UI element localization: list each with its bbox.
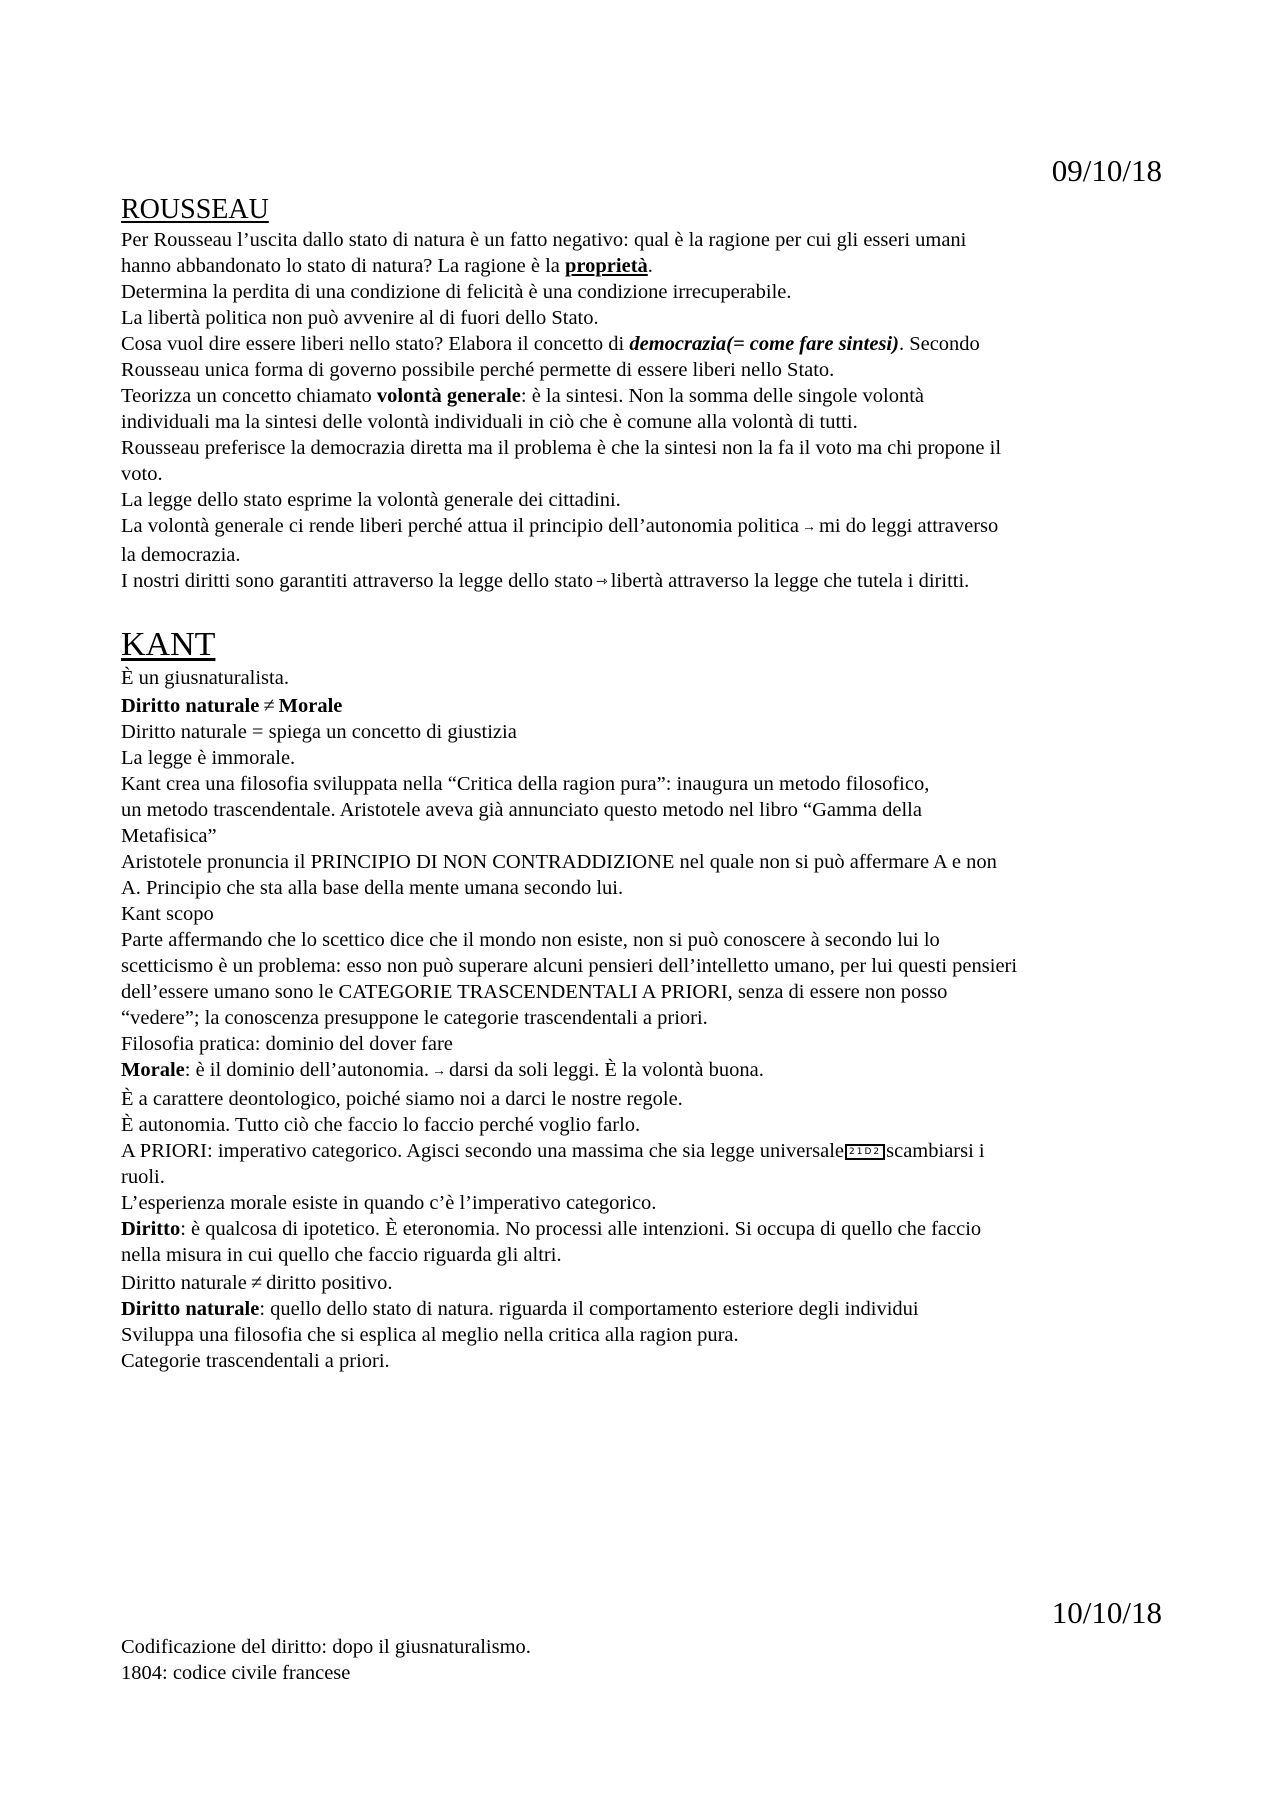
rousseau-line xyxy=(121,568,1161,597)
codificazione-line: Codificazione del diritto: dopo il giusnaturalismo. xyxy=(121,1636,531,1658)
rousseau-line: individuali ma la sintesi delle volontà individuali in ciò che è comune alla volontà di tutti. xyxy=(121,411,858,433)
date-header-1: 09/10/18 xyxy=(1051,153,1162,188)
kant-line: Kant crea una filosofia sviluppata nella “Critica della ragion pura”: inaugura un metodo filosofico, xyxy=(121,773,930,795)
not-equal-icon: ≠ xyxy=(250,1272,263,1294)
missing-glyph-box: 21D2 xyxy=(845,1144,885,1160)
rousseau-line: Rousseau preferisce la democrazia diretta ma il problema è che la sintesi non la fa il voto ma chi propone il xyxy=(121,437,1002,459)
text-span: . Secondo xyxy=(898,333,980,355)
text-span: Teorizza un concetto chiamato xyxy=(121,385,377,407)
kant-line: Kant scopo xyxy=(121,903,214,925)
arrow-icon: → xyxy=(801,520,816,535)
text-span: hanno abbandonato lo stato di natura? La ragione è la xyxy=(121,255,566,277)
codificazione-section xyxy=(121,1634,1161,1686)
text-span: libertà attraverso la legge che tutela i diritti. xyxy=(610,570,970,592)
rousseau-line: la democrazia. xyxy=(121,544,241,566)
kant-line xyxy=(121,1296,1161,1322)
kant-line: dell’essere umano sono le CATEGORIE TRASCENDENTALI A PRIORI, senza di essere non posso xyxy=(121,981,948,1003)
text-span: : è il dominio dell’autonomia. xyxy=(184,1059,429,1081)
arrow-icon: → xyxy=(432,1064,446,1079)
kant-line: La legge è immorale. xyxy=(121,747,296,769)
text-span: La volontà generale ci rende liberi perché attua il principio dell’autonomia politica xyxy=(121,515,799,537)
kant-line xyxy=(121,1138,1161,1164)
rousseau-line: voto. xyxy=(121,463,163,485)
kant-line: “vedere”; la conoscenza presuppone le categorie trascendentali a priori. xyxy=(121,1007,708,1029)
volonta-generale-term: volontà generale xyxy=(376,385,521,407)
kant-line xyxy=(121,1216,1161,1242)
codificazione-line: 1804: codice civile francese xyxy=(121,1662,351,1684)
kant-line: L’esperienza morale esiste in quando c’è l’imperativo categorico. xyxy=(121,1192,657,1214)
kant-line: nella misura in cui quello che faccio riguarda gli altri. xyxy=(121,1244,562,1266)
rousseau-line xyxy=(121,383,1161,409)
text-span: A PRIORI: imperativo categorico. Agisci secondo una massima che sia legge universale xyxy=(121,1140,845,1162)
rousseau-heading: ROUSSEAU xyxy=(121,194,269,225)
kant-heading: KANT xyxy=(121,626,216,663)
text-span: : quello dello stato di natura. riguarda il comportamento esteriore degli individui xyxy=(259,1298,919,1320)
kant-line: Parte affermando che lo scettico dice che il mondo non esiste, non si può conoscere à secondo lui lo xyxy=(121,929,940,951)
kant-line: Sviluppa una filosofia che si esplica al meglio nella critica alla ragion pura. xyxy=(121,1324,739,1346)
proprieta-term: proprietà xyxy=(565,255,648,277)
text-span: diritto positivo. xyxy=(266,1272,393,1294)
not-equal-icon: ≠ xyxy=(263,695,275,717)
rousseau-section xyxy=(121,193,1161,597)
morale-term: Morale xyxy=(278,695,343,717)
rousseau-line xyxy=(121,253,1161,279)
rousseau-line: Per Rousseau l’uscita dallo stato di natura è un fatto negativo: qual è la ragione per cui gli esseri umani xyxy=(121,229,967,251)
kant-line: È autonomia. Tutto ciò che faccio lo faccio perché voglio farlo. xyxy=(121,1114,641,1136)
kant-line: ruoli. xyxy=(121,1166,165,1188)
kant-line xyxy=(121,1057,1161,1086)
text-span: : è qualcosa di ipotetico. È eteronomia. No processi alle intenzioni. Si occupa di quello che faccio xyxy=(180,1218,982,1240)
kant-line: È a carattere deontologico, poiché siamo noi a darci le nostre regole. xyxy=(121,1088,683,1110)
kant-line: scetticismo è un problema: esso non può superare alcuni pensieri dell’intelletto umano, per lui questi pensieri xyxy=(121,955,1018,977)
text-span: I nostri diritti sono garantiti attraverso la legge dello stato xyxy=(121,570,593,592)
kant-line: Aristotele pronuncia il PRINCIPIO DI NON CONTRADDIZIONE nel quale non si può affermare A e non xyxy=(121,851,997,873)
rousseau-line: La legge dello stato esprime la volontà generale dei cittadini. xyxy=(121,489,621,511)
rousseau-line xyxy=(121,331,1161,357)
text-span: : è la sintesi. Non la somma delle singole volontà xyxy=(520,385,924,407)
arrow-icon: ⇾ xyxy=(595,575,608,590)
text-span: . xyxy=(647,255,653,277)
text-span: darsi da soli leggi. È la volontà buona. xyxy=(449,1059,764,1081)
kant-line: Filosofia pratica: dominio del dover fare xyxy=(121,1033,453,1055)
kant-section xyxy=(121,625,1161,1374)
kant-line: Metafisica” xyxy=(121,825,217,847)
morale-term: Morale xyxy=(121,1059,185,1081)
rousseau-line: Determina la perdita di una condizione di felicità è una condizione irrecuperabile. xyxy=(121,281,792,303)
kant-line xyxy=(121,1270,1161,1296)
text-span: Diritto naturale xyxy=(121,1272,247,1294)
democrazia-term: democrazia(= come fare sintesi) xyxy=(629,333,899,355)
text-span: mi do leggi attraverso xyxy=(818,515,999,537)
date-header-2: 10/10/18 xyxy=(1051,1595,1162,1630)
rousseau-line: La libertà politica non può avvenire al di fuori dello Stato. xyxy=(121,307,599,329)
text-span: Cosa vuol dire essere liberi nello stato? Elabora il concetto di xyxy=(121,333,630,355)
text-span: scambiarsi i xyxy=(886,1140,985,1162)
diritto-term: Diritto xyxy=(121,1218,181,1240)
diritto-naturale-term: Diritto naturale xyxy=(121,1298,260,1320)
kant-line: Diritto naturale = spiega un concetto di giustizia xyxy=(121,721,517,743)
kant-line: A. Principio che sta alla base della mente umana secondo lui. xyxy=(121,877,624,899)
kant-line xyxy=(121,693,1161,719)
kant-line: Categorie trascendentali a priori. xyxy=(121,1350,390,1372)
kant-line: un metodo trascendentale. Aristotele aveva già annunciato questo metodo nel libro “Gamma della xyxy=(121,799,922,821)
rousseau-line: Rousseau unica forma di governo possibile perché permette di essere liberi nello Stato. xyxy=(121,359,835,381)
rousseau-line xyxy=(121,513,1161,542)
diritto-naturale-term: Diritto naturale xyxy=(121,695,260,717)
kant-line: È un giusnaturalista. xyxy=(121,667,289,689)
